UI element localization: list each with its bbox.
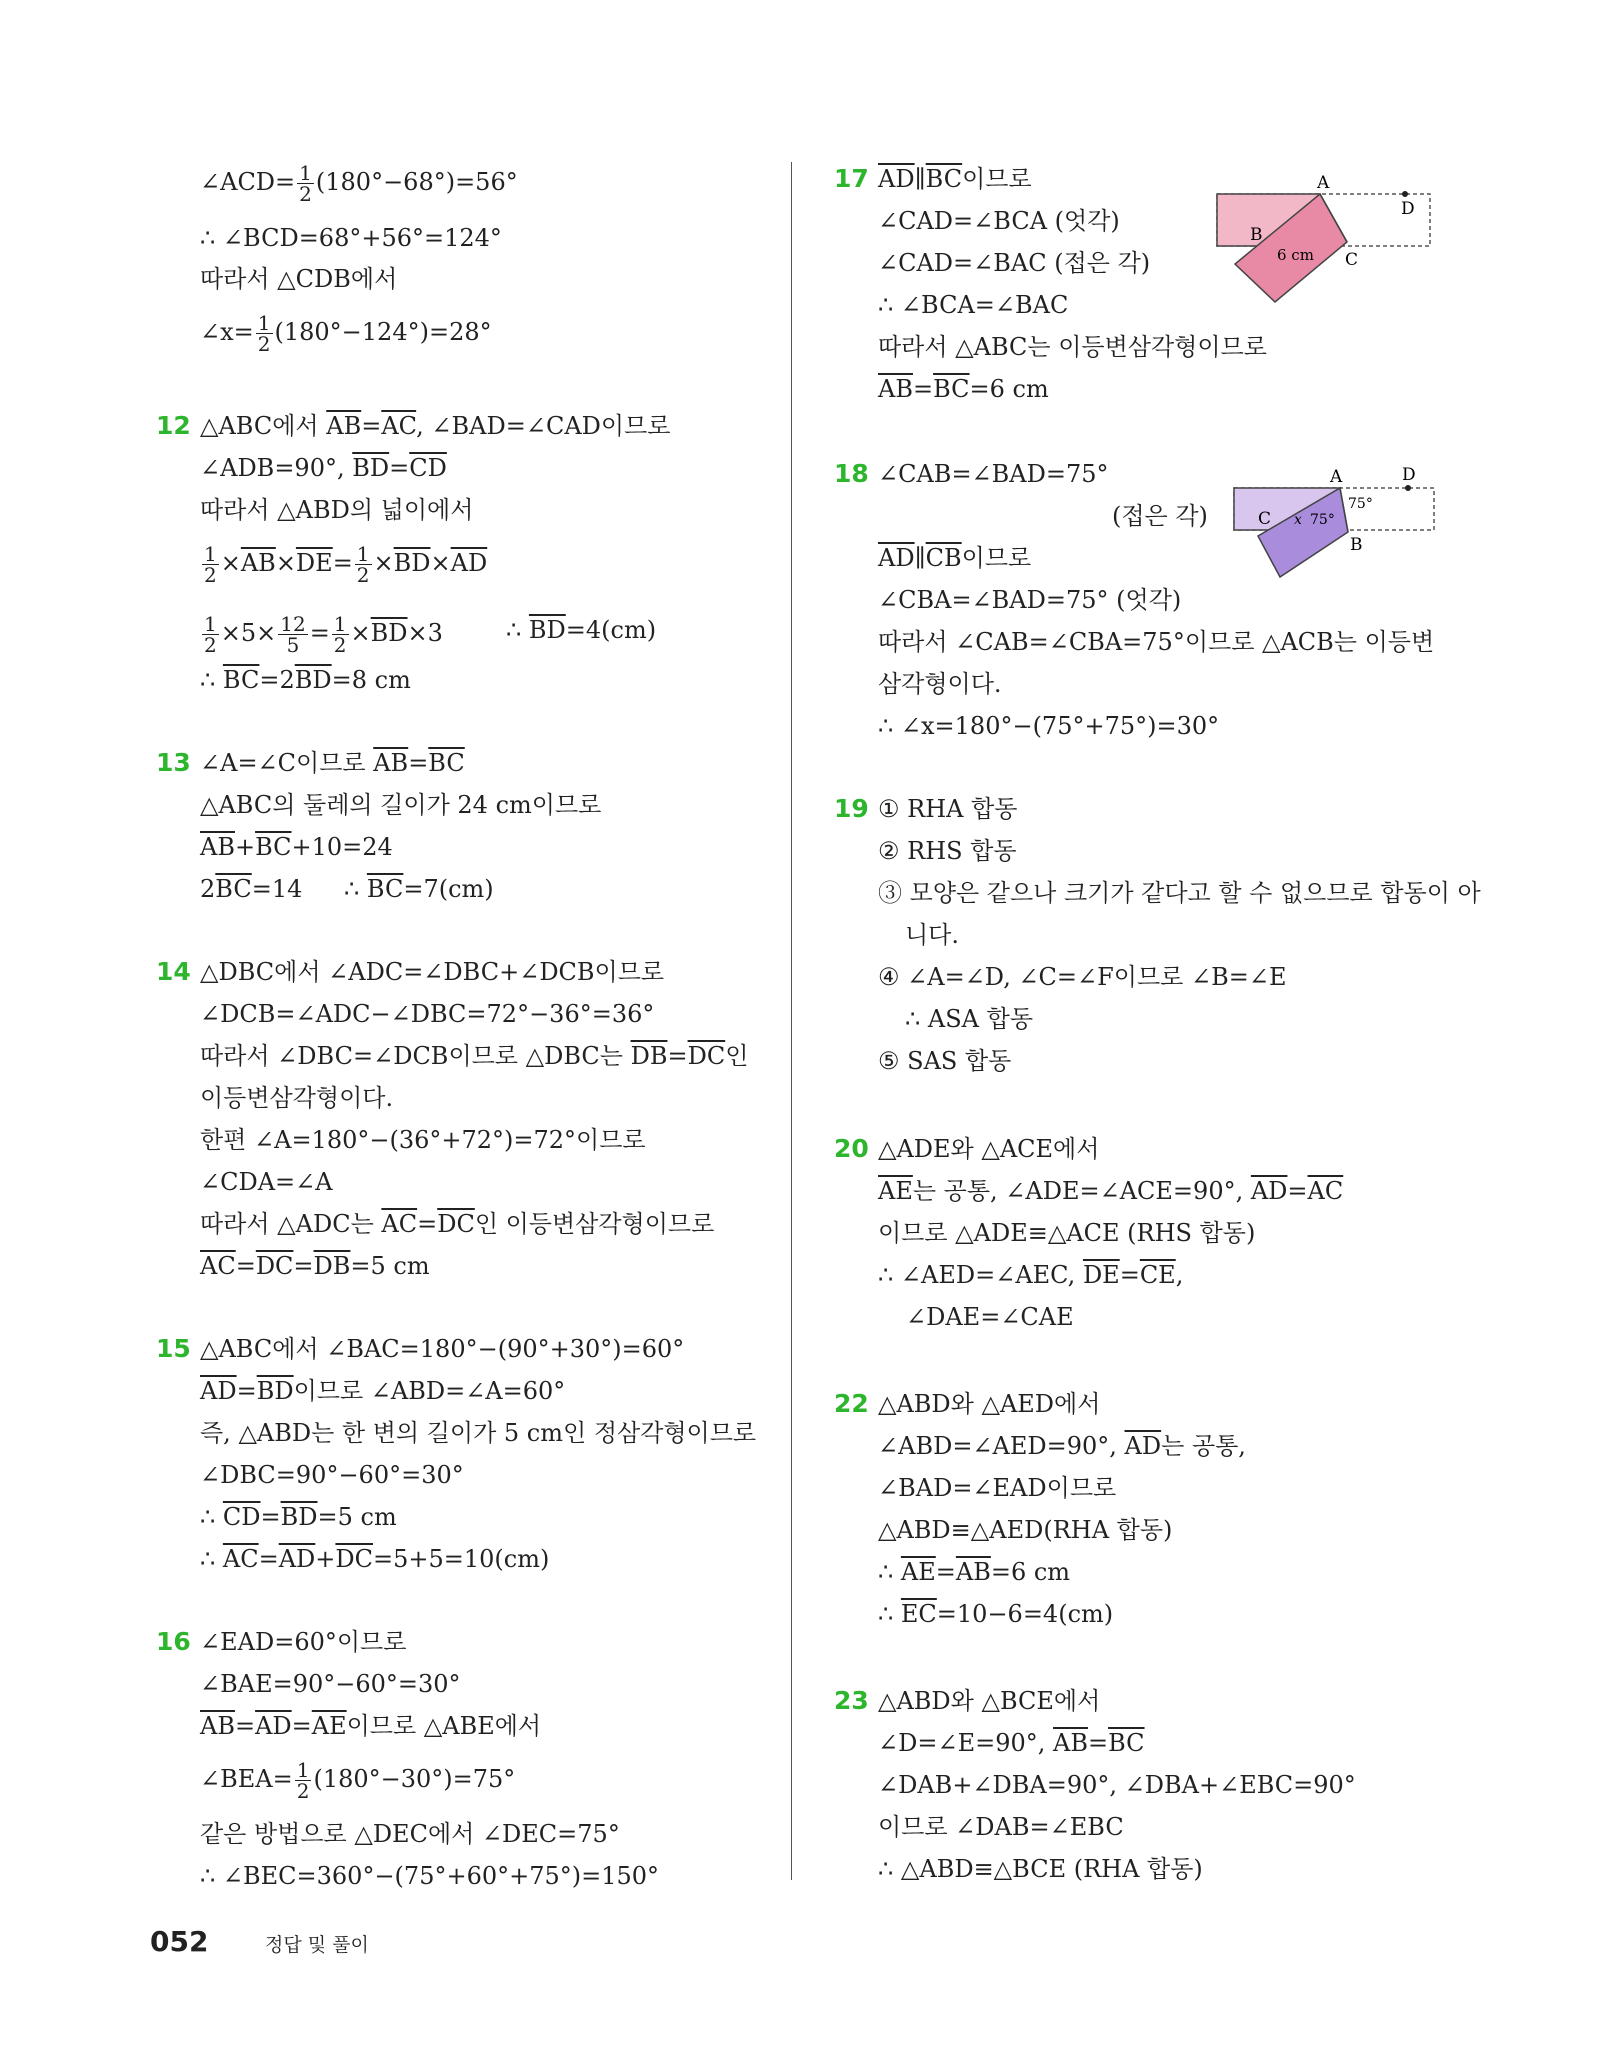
p22-line5 (878, 1556, 1070, 1588)
p12-line6 (200, 664, 411, 696)
p18-line5: 따라서 ∠CAB=∠CBA=75°이므로 △ACB는 이등변 (878, 628, 1435, 656)
p16-line4 (200, 1760, 515, 1801)
p12-line4 (200, 544, 487, 585)
p16-line5: 같은 방법으로 △DEC에서 ∠DEC=75° (200, 1820, 620, 1848)
p13-line3 (200, 831, 393, 863)
text: = (235, 1252, 256, 1280)
segment: $\overline{AD}$ (450, 549, 488, 577)
text: ∥ (914, 544, 926, 572)
text: = (667, 1042, 688, 1070)
problem-number-16: 16 (156, 1627, 191, 1656)
column-divider (791, 162, 792, 1880)
p15-line6 (200, 1543, 549, 1575)
fraction (295, 1760, 312, 1801)
p15-line1: △ABC에서 ∠BAC=180°−(90°+30°)=60° (200, 1335, 685, 1363)
text: = (309, 619, 330, 647)
p22-line2 (878, 1430, 1246, 1462)
segment: $\overline{DE}$ (295, 549, 333, 577)
folded-paper-figure-17 (1215, 172, 1440, 307)
p17-line2: ∠CAD=∠BCA (엇각) (878, 207, 1120, 235)
segment: $\overline{CD}$ (409, 454, 447, 482)
p23-line3: ∠DAB+∠DBA=90°, ∠DBA+∠EBC=90° (878, 1771, 1356, 1799)
segment: $\overline{BC}$ (215, 875, 252, 903)
p17-line5: 따라서 △ABC는 이등변삼각형이므로 (878, 333, 1267, 361)
text: +10=24 (291, 833, 393, 861)
text: + (315, 1545, 336, 1573)
p23-line2 (878, 1727, 1145, 1759)
text: ∴ (344, 875, 367, 903)
p22-line1: △ABD와 △AED에서 (878, 1390, 1101, 1418)
problem-number-18: 18 (834, 459, 869, 488)
denominator: 2 (257, 332, 271, 356)
text: ∠ABD=∠AED=90°, (878, 1432, 1125, 1460)
segment: $\overline{BD}$ (352, 454, 390, 482)
p13-line4-result (344, 873, 494, 905)
page-number: 052 (150, 1925, 209, 1958)
segment: $\overline{DB}$ (630, 1042, 668, 1070)
p19-line3: ③ 모양은 같으나 크기가 같다고 할 수 없으므로 합동이 아 (878, 879, 1481, 907)
segment: $\overline{DE}$ (1082, 1261, 1120, 1289)
segment: $\overline{DC}$ (687, 1042, 726, 1070)
text: ∴ ∠AED=∠AEC, (878, 1261, 1083, 1289)
text: = (293, 1252, 314, 1280)
text: =6 cm (990, 1558, 1071, 1586)
text: 인 이등변삼각형이므로 (474, 1210, 715, 1238)
folded-paper-figure-18 (1230, 462, 1440, 580)
text: 인 (725, 1042, 749, 1070)
p16-line6: ∴ ∠BEC=360°−(75°+60°+75°)=150° (200, 1862, 660, 1890)
text: , (1175, 1261, 1184, 1289)
segment: $\overline{AB}$ (1053, 1729, 1088, 1757)
problem-number-13: 13 (156, 748, 191, 777)
label-6cm: 6 cm (1277, 246, 1314, 264)
numerator: 1 (333, 612, 347, 636)
problem-number-20: 20 (834, 1134, 869, 1163)
segment: $\overline{AB}$ (955, 1558, 991, 1586)
p20-line1: △ADE와 △ACE에서 (878, 1135, 1100, 1163)
text: =8 cm (331, 666, 411, 694)
text: =6 cm (969, 375, 1049, 403)
text: 이므로 △ABE에서 (346, 1712, 542, 1740)
p18-line7: ∴ ∠x=180°−(75°+75°)=30° (878, 712, 1220, 740)
label-75-top: 75° (1348, 496, 1373, 512)
p17-line1 (878, 163, 1032, 195)
segment: $\overline{CB}$ (925, 544, 962, 572)
p14-line7 (200, 1208, 714, 1240)
text: ×3 (407, 619, 443, 647)
fraction (297, 163, 314, 204)
text: =4(cm) (565, 616, 657, 644)
p19-line1: ① RHA 합동 (878, 795, 1018, 823)
segment: $\overline{AD}$ (878, 165, 915, 193)
text: = (291, 1712, 312, 1740)
segment: $\overline{AD}$ (200, 1377, 237, 1405)
segment: $\overline{DC}$ (255, 1252, 294, 1280)
segment: $\overline{CD}$ (222, 1503, 261, 1531)
segment: $\overline{BD}$ (280, 1503, 318, 1531)
p16-line3 (200, 1710, 541, 1742)
text: × (430, 549, 451, 577)
p11-line4 (200, 313, 492, 354)
segment: $\overline{BD}$ (393, 549, 431, 577)
p12-line1 (200, 410, 670, 442)
p12-line3: 따라서 △ABD의 넓이에서 (200, 496, 474, 524)
text: ∠BEA= (200, 1765, 293, 1793)
p14-line4: 이등변삼각형이다. (200, 1084, 394, 1112)
p12-line2 (200, 452, 447, 484)
p19-line5: ④ ∠A=∠D, ∠C=∠F이므로 ∠B=∠E (878, 963, 1287, 991)
text: ∠x= (200, 318, 254, 346)
p14-line6: ∠CDA=∠A (200, 1168, 333, 1196)
segment: $\overline{AC}$ (222, 1545, 259, 1573)
point-d (1402, 191, 1408, 197)
text: ∴ (200, 666, 223, 694)
numerator: 1 (299, 161, 312, 185)
numerator: 1 (296, 1758, 310, 1782)
segment: $\overline{EC}$ (900, 1600, 937, 1628)
text: × (220, 549, 241, 577)
p11-line2: ∴ ∠BCD=68°+56°=124° (200, 224, 502, 252)
fraction (355, 544, 372, 585)
text: (180°−124°)=28° (274, 318, 492, 346)
p14-line5: 한편 ∠A=180°−(36°+72°)=72°이므로 (200, 1126, 646, 1154)
footer-label: 정답 및 풀이 (265, 1934, 369, 1956)
text: ∴ (878, 1558, 901, 1586)
denominator: 5 (286, 633, 300, 657)
p18-line2: (접은 각) (1112, 502, 1208, 530)
segment: $\overline{AD}$ (1124, 1432, 1162, 1460)
p23-line1: △ABD와 △BCE에서 (878, 1687, 1101, 1715)
problem-number-15: 15 (156, 1334, 191, 1363)
p11-line3: 따라서 △CDB에서 (200, 265, 398, 293)
text: ∠A=∠C이므로 (200, 749, 374, 777)
text: = (1287, 1177, 1308, 1205)
segment: $\overline{BC}$ (1108, 1729, 1145, 1757)
text: 이므로 (961, 544, 1032, 572)
segment: $\overline{BC}$ (428, 749, 465, 777)
p19-line4: 니다. (905, 921, 959, 949)
denominator: 2 (299, 182, 312, 206)
segment: $\overline{BC}$ (925, 165, 963, 193)
text: = (236, 1377, 257, 1405)
text: = (389, 454, 410, 482)
numerator: 1 (356, 542, 370, 566)
p20-line4 (878, 1259, 1183, 1291)
problem-number-14: 14 (156, 957, 191, 986)
label-c: C (1258, 509, 1272, 529)
segment: $\overline{AE}$ (900, 1558, 936, 1586)
denominator: 2 (204, 633, 217, 657)
text: = (1087, 1729, 1109, 1757)
segment: $\overline{AB}$ (200, 833, 235, 861)
text: =2 (259, 666, 295, 694)
problem-number-12: 12 (156, 411, 191, 440)
denominator: 2 (204, 563, 217, 587)
text: ∴ (878, 1600, 901, 1628)
p23-line5: ∴ △ABD≡△BCE (RHA 합동) (878, 1855, 1203, 1883)
p12-line5 (200, 614, 443, 655)
text: = (260, 1503, 281, 1531)
segment: $\overline{AC}$ (200, 1252, 236, 1280)
text: 는 공통, ∠ADE=∠ACE=90°, (912, 1177, 1251, 1205)
numerator: 1 (204, 612, 217, 636)
text: △ABC에서 (200, 412, 327, 440)
text: 따라서 △ADC는 (200, 1210, 382, 1238)
p19-line6: ∴ ASA 합동 (905, 1005, 1034, 1033)
text: × (275, 549, 296, 577)
segment: $\overline{DB}$ (313, 1252, 351, 1280)
segment: $\overline{BC}$ (222, 666, 260, 694)
text: 따라서 ∠DBC=∠DCB이므로 △DBC는 (200, 1042, 631, 1070)
problem-number-19: 19 (834, 794, 869, 823)
label-75-inner: 75° (1310, 512, 1335, 528)
text: 2 (200, 875, 216, 903)
p18-line3 (878, 542, 1031, 574)
label-x: x (1294, 512, 1302, 528)
text: =5 cm (350, 1252, 430, 1280)
fraction (332, 614, 349, 655)
text: (180°−30°)=75° (313, 1765, 516, 1793)
p22-line4: △ABD≡△AED(RHA 합동) (878, 1516, 1173, 1544)
numerator: 12 (280, 612, 306, 636)
p13-line4 (200, 873, 302, 905)
text: 이므로 ∠ABD=∠A=60° (293, 1377, 566, 1405)
p15-line4: ∠DBC=90°−60°=30° (200, 1461, 464, 1489)
text: ∥ (914, 165, 926, 193)
segment: $\overline{AC}$ (1307, 1177, 1344, 1205)
p14-line1: △DBC에서 ∠ADC=∠DBC+∠DCB이므로 (200, 958, 665, 986)
text: ×5× (220, 619, 277, 647)
text: =10−6=4(cm) (936, 1600, 1114, 1628)
label-d: D (1402, 465, 1416, 485)
problem-number-22: 22 (834, 1389, 869, 1418)
text: =5 cm (317, 1503, 397, 1531)
p20-line3: 이므로 △ADE≡△ACE (RHS 합동) (878, 1219, 1256, 1247)
label-a: A (1330, 467, 1343, 487)
p18-line6: 삼각형이다. (878, 670, 1002, 698)
text: = (234, 1712, 256, 1740)
fraction (202, 544, 219, 585)
p20-line2 (878, 1175, 1343, 1207)
p14-line8 (200, 1250, 430, 1282)
p18-line4: ∠CBA=∠BAD=75° (엇각) (878, 586, 1182, 614)
segment: $\overline{AB}$ (373, 749, 409, 777)
text: =7(cm) (403, 875, 494, 903)
p14-line2: ∠DCB=∠ADC−∠DBC=72°−36°=36° (200, 1000, 655, 1028)
p13-line2: △ABC의 둘레의 길이가 24 cm이므로 (200, 791, 602, 819)
segment: $\overline{BD}$ (528, 616, 566, 644)
label-a: A (1317, 173, 1330, 193)
fraction (256, 313, 273, 354)
p22-line3: ∠BAD=∠EAD이므로 (878, 1474, 1117, 1502)
p17-line4: ∴ ∠BCA=∠BAC (878, 291, 1069, 319)
segment: $\overline{CE}$ (1139, 1261, 1176, 1289)
p19-line2: ② RHS 합동 (878, 837, 1017, 865)
numerator: 1 (257, 311, 271, 335)
text: = (1119, 1261, 1140, 1289)
segment: $\overline{BD}$ (294, 666, 332, 694)
p16-line2: ∠BAE=90°−60°=30° (200, 1670, 461, 1698)
text: = (332, 549, 353, 577)
text: =14 (251, 875, 303, 903)
p11-line1 (200, 163, 518, 204)
text: = (408, 749, 429, 777)
p19-line7: ⑤ SAS 합동 (878, 1047, 1012, 1075)
text: = (912, 375, 934, 403)
text: + (234, 833, 256, 861)
problem-number-17: 17 (834, 164, 869, 193)
text: × (373, 549, 394, 577)
label-c: C (1345, 250, 1359, 270)
segment: $\overline{AD}$ (278, 1545, 316, 1573)
text: = (935, 1558, 956, 1586)
text: × (350, 619, 371, 647)
segment: $\overline{AD}$ (878, 544, 915, 572)
text: 이므로 (962, 165, 1032, 193)
text: ∠ADB=90°, (200, 454, 353, 482)
segment: $\overline{AB}$ (200, 1712, 235, 1740)
segment: $\overline{BC}$ (255, 833, 292, 861)
text: ∠ACD= (200, 168, 296, 196)
p20-line5: ∠DAE=∠CAE (906, 1303, 1074, 1331)
segment: $\overline{AB}$ (326, 412, 362, 440)
p15-line5 (200, 1501, 397, 1533)
text: = (258, 1545, 279, 1573)
label-d: D (1401, 199, 1415, 219)
problem-number-23: 23 (834, 1686, 869, 1715)
p17-line3: ∠CAD=∠BAC (접은 각) (878, 249, 1151, 277)
p12-line5-result (506, 614, 656, 646)
p16-line1: ∠EAD=60°이므로 (200, 1628, 407, 1656)
fraction (278, 614, 307, 655)
p18-line1: ∠CAB=∠BAD=75° (878, 460, 1109, 488)
denominator: 2 (296, 1779, 310, 1803)
p22-line6 (878, 1598, 1113, 1630)
segment: $\overline{AB}$ (878, 375, 913, 403)
p23-line4: 이므로 ∠DAB=∠EBC (878, 1813, 1124, 1841)
p15-line2 (200, 1375, 565, 1407)
segment: $\overline{AB}$ (240, 549, 276, 577)
p13-line1 (200, 747, 465, 779)
text: ∴ (506, 616, 529, 644)
text: 는 공통, (1161, 1432, 1246, 1460)
text: =5+5=10(cm) (373, 1545, 550, 1573)
label-b: B (1250, 225, 1263, 245)
segment: $\overline{BC}$ (366, 875, 404, 903)
text: ∠D=∠E=90°, (878, 1729, 1053, 1757)
segment: $\overline{BD}$ (370, 619, 408, 647)
p17-line6 (878, 373, 1049, 405)
fraction (202, 614, 219, 655)
denominator: 2 (333, 633, 347, 657)
segment: $\overline{AC}$ (381, 1210, 418, 1238)
text: = (361, 412, 382, 440)
segment: $\overline{AE}$ (878, 1177, 913, 1205)
p14-line3 (200, 1040, 748, 1072)
segment: $\overline{AD}$ (1250, 1177, 1288, 1205)
segment: $\overline{AE}$ (311, 1712, 347, 1740)
segment: $\overline{AD}$ (255, 1712, 292, 1740)
point-d (1405, 485, 1411, 491)
text: (180°−68°)=56° (315, 168, 518, 196)
text: = (417, 1210, 438, 1238)
denominator: 2 (356, 563, 370, 587)
text: ∴ (200, 1503, 223, 1531)
numerator: 1 (204, 542, 217, 566)
segment: $\overline{DC}$ (437, 1210, 475, 1238)
segment: $\overline{AC}$ (381, 412, 417, 440)
segment: $\overline{DC}$ (335, 1545, 374, 1573)
text: ∴ (200, 1545, 223, 1573)
segment: $\overline{BD}$ (256, 1377, 294, 1405)
label-b: B (1350, 535, 1363, 555)
p15-line3: 즉, △ABD는 한 변의 길이가 5 cm인 정삼각형이므로 (200, 1419, 757, 1447)
text: , ∠BAD=∠CAD이므로 (416, 412, 671, 440)
segment: $\overline{BC}$ (933, 375, 970, 403)
